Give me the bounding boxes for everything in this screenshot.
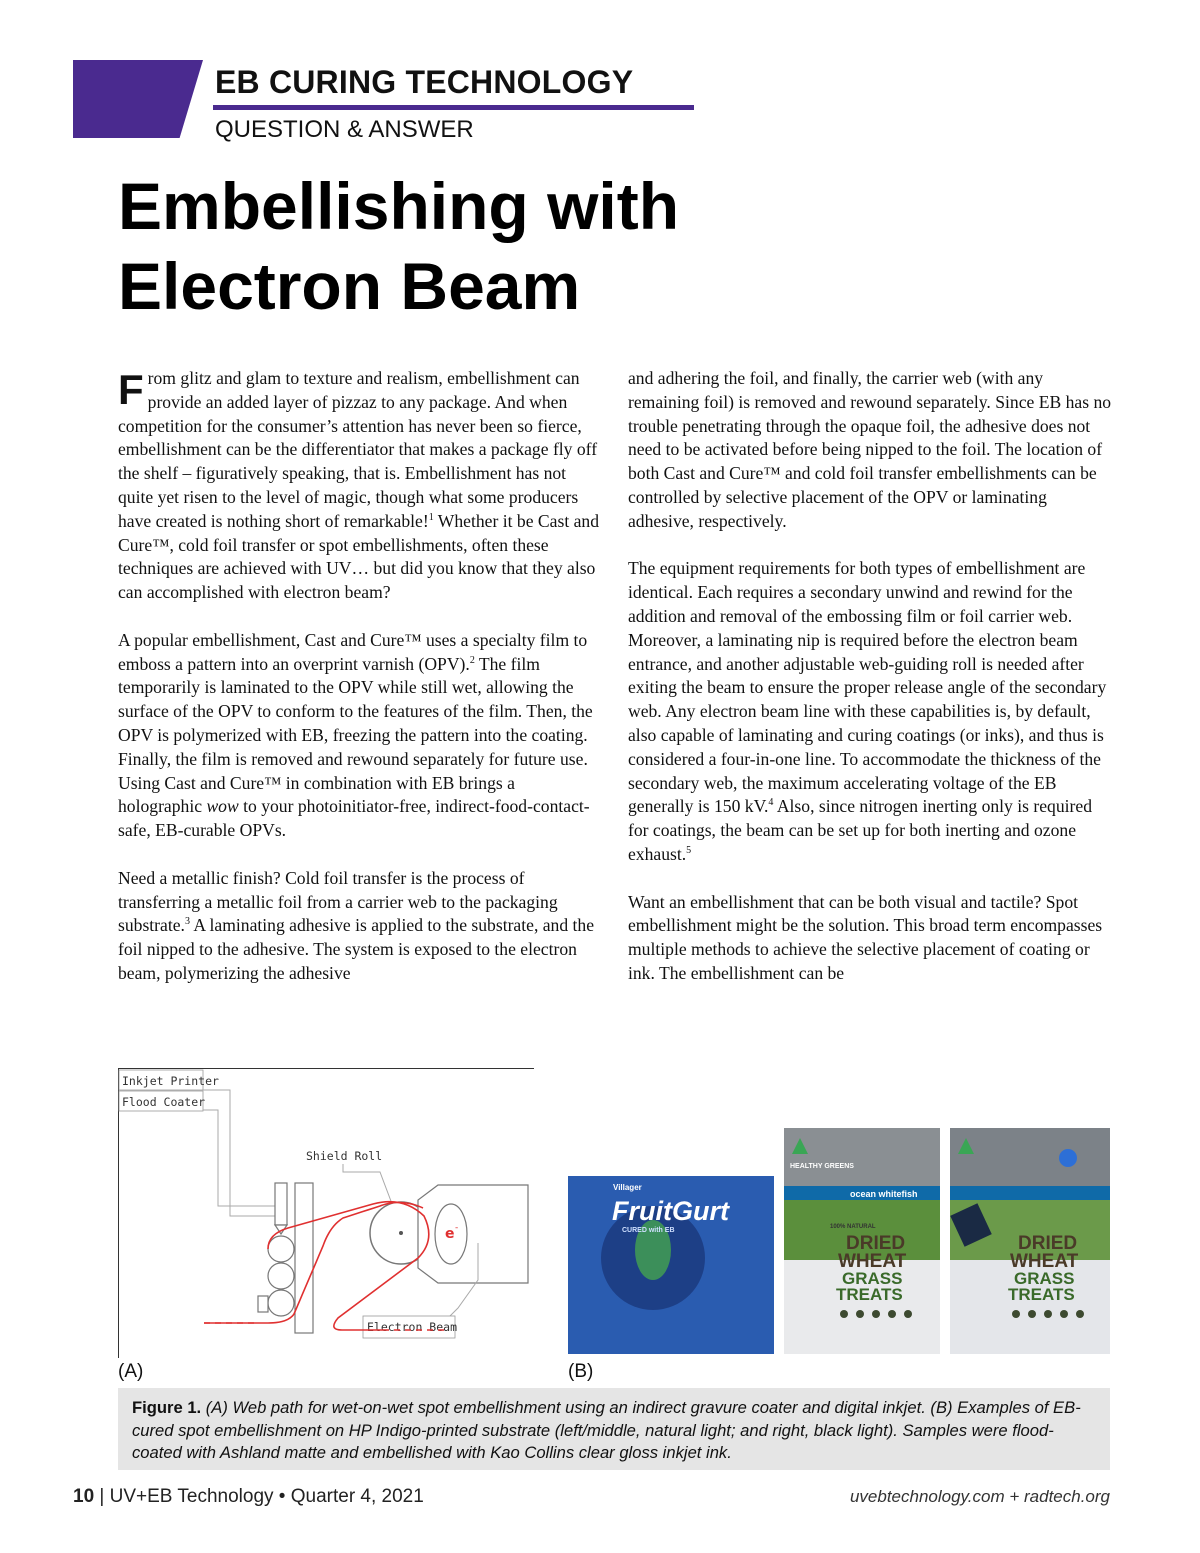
- paragraph: From glitz and glam to texture and realism, embellishment can provide an added layer of pizzaz to any package. And when competition for the consumer’s attention has never been so fierce, embellishment can be the differentiator that makes a package fly off the shelf – figuratively speaking, that is. Embellishment has not quite yet risen to the level of magic, though what some producers have created is nothing short of remarkable!$^1$ Whether it be Cast and Cure™, cold foil transfer or spot embellishments, often these techniques are achieved with UV… but did you know that they also can accomplished with electron beam?: [118, 366, 600, 603]
- inkjet-head: [275, 1183, 287, 1225]
- impression-roll: [268, 1236, 294, 1262]
- paragraph: Need a metallic finish? Cold foil transfer is the process of transferring a metallic foil from a carrier web to the packaging substrate.$^3$ A laminating adhesive is applied to the substrate, and the foil nipped to the adhesive. The system is exposed to the electron beam, polymerizing the adhesive: [118, 867, 595, 983]
- publication-info: | UV+EB Technology • Quarter 4, 2021: [94, 1486, 424, 1507]
- fruitgurt-brand: Villager: [613, 1183, 642, 1192]
- wheat-text: WHEAT: [838, 1251, 907, 1272]
- gravure-roll-top: [268, 1263, 294, 1289]
- wheat-text-bl: WHEAT: [1010, 1251, 1079, 1272]
- wheatgrass-bl-blue-band: [950, 1186, 1110, 1200]
- electron-symbol: e: [445, 1226, 455, 1242]
- footer-publication: [73, 1486, 424, 1508]
- header-accent-block: [73, 60, 203, 138]
- grass-text: GRASS: [842, 1269, 903, 1288]
- product-photos: [568, 1128, 1110, 1355]
- natural-text: 100% NATURAL: [830, 1224, 876, 1230]
- title-line-1: Embellishing with: [118, 169, 680, 243]
- caption-title: Figure 1.: [132, 1398, 202, 1417]
- footnote-ref: 5: [686, 845, 692, 857]
- figure-label-a: (A): [118, 1361, 144, 1382]
- flood-coater-label: Flood Coater: [122, 1095, 206, 1109]
- electron-beam-label: Electron Beam: [367, 1320, 458, 1334]
- figure-caption: [118, 1388, 1110, 1470]
- flood-leader-line: [203, 1110, 280, 1206]
- fruitgurt-name: FruitGurt: [612, 1196, 729, 1226]
- body-column-1: [118, 367, 602, 1010]
- shield-roll-center: [399, 1231, 403, 1235]
- electron-charge: -: [455, 1223, 459, 1233]
- treats-text-bl: TREATS: [1008, 1285, 1075, 1304]
- article-title: [118, 166, 818, 326]
- grass-text-bl: GRASS: [1014, 1269, 1075, 1288]
- dried-text-bl: DRIED: [1018, 1233, 1078, 1254]
- paragraph: A popular embellishment, Cast and Cure™ uses a specialty film to emboss a pattern into an overprint varnish (OPV).$^2$ The film temporarily is laminated to the OPV while still wet, allowing the surface of the OPV to conform to the features of the film. Then, the OPV is polymerized with EB, freezing the pattern into the coating. Finally, the film is removed and rewound separately for future use. Using Cast and Cure™ in combination with EB brings a holographic wow to your photoinitiator-free, indirect-food-contact-safe, EB-curable OPVs.: [118, 629, 593, 841]
- fruitgurt-subtitle: CURED with EB: [622, 1227, 675, 1234]
- footnote-ref: 2: [469, 654, 475, 666]
- healthy-greens-text: HEALTHY GREENS: [790, 1163, 854, 1170]
- paragraph: Want an embellishment that can be both visual and tactile? Spot embellishment might be the solution. This broad term encompasses multiple methods to achieve the selective placement of coating or ink. The embellishment can be: [628, 891, 1103, 983]
- header-rule: [213, 105, 694, 110]
- drop-cap: F: [118, 366, 144, 413]
- treats-text: TREATS: [836, 1285, 903, 1304]
- caption-text: (A) Web path for wet-on-wet spot embellishment using an indirect gravure coater and digital inkjet. (B) Examples of EB-cured spot embellishment on HP Indigo-printed substrate (left/middle, natural light; and right, black light). Samples were flood-coated with Ashland matte and embellished with Kao Collins clear gloss inkjet ink.: [132, 1398, 1081, 1462]
- shield-roll-label: Shield Roll: [306, 1149, 383, 1163]
- cat-eye-glow: [1059, 1149, 1077, 1167]
- body-column-2: [628, 367, 1112, 1010]
- wheatgrass-bl-top-photo: [950, 1128, 1110, 1186]
- footnote-ref: 4: [768, 797, 774, 809]
- footnote-ref: 1: [428, 511, 434, 523]
- dried-text: DRIED: [846, 1233, 906, 1254]
- coater-frame: [295, 1183, 313, 1333]
- title-line-2: Electron Beam: [118, 249, 581, 323]
- inkjet-printer-label: Inkjet Printer: [122, 1074, 219, 1088]
- gravure-roll-bottom: [268, 1290, 294, 1316]
- section-title: EB CURING TECHNOLOGY: [215, 64, 634, 100]
- figure-label-b: (B): [568, 1361, 594, 1382]
- doctor-blade: [258, 1296, 268, 1312]
- web-path-diagram: [118, 1068, 534, 1358]
- wheatgrass-top-photo: [784, 1128, 940, 1186]
- footnote-ref: 3: [184, 916, 190, 928]
- footer-urls: uvebtechnology.com + radtech.org: [849, 1487, 1110, 1506]
- ocean-whitefish-text: ocean whitefish: [850, 1189, 918, 1199]
- paragraph: and adhering the foil, and finally, the carrier web (with any remaining foil) is removed and rewound separately. Since EB has no trouble penetrating through the opaque foil, the adhesive does not need to be activated before being nipped to the foil. The location of both Cast and Cure™ and cold foil transfer embellishments can be controlled by selective placement of the OPV or laminating adhesive, respectively.: [628, 368, 1112, 531]
- paragraph: The equipment requirements for both types of embellishment are identical. Each requires a secondary unwind and rewind for the addition and removal of the embossing film or foil carrier web. Moreover, a laminating nip is required before the electron beam entrance, and another adjustable web-guiding roll is needed after exiting the beam to ensure the proper release angle of the secondary web. Any electron beam line with these capabilities is, by default, also capable of laminating and curing coatings (or inks), and thus is considered a four-in-one line. To accommodate the thickness of the secondary web, the maximum accelerating voltage of the EB generally is 150 kV.$^4$ Also, since nitrogen inerting only is required for coatings, the beam can be set up for both inerting and ozone exhaust.$^5$: [628, 558, 1107, 864]
- inkjet-leader-line: [203, 1090, 278, 1216]
- page-number: 10: [73, 1486, 95, 1507]
- subsection-title: QUESTION & ANSWER: [215, 116, 474, 143]
